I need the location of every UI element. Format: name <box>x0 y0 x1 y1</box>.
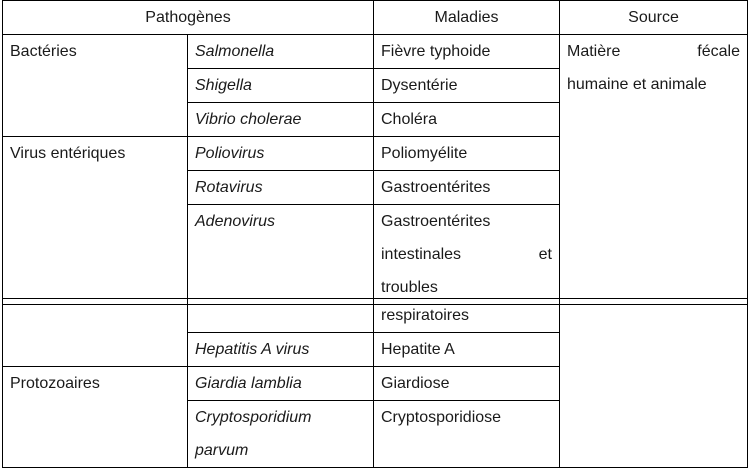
pathogen-cell: Poliovirus <box>188 137 374 171</box>
disease-cell: Choléra <box>374 103 560 137</box>
disease-line-3: troubles <box>381 279 438 296</box>
disease-cell: respiratoires <box>374 299 560 333</box>
pathogen-cell: Salmonella <box>188 35 374 69</box>
header-maladies: Maladies <box>374 1 560 35</box>
pathogen-cell-empty <box>188 299 374 333</box>
disease-cell: Cryptosporidiose <box>374 401 560 468</box>
disease-cell: Poliomyélite <box>374 137 560 171</box>
pathogen-table-part-2 <box>2 298 748 468</box>
source-line-2: humaine et animale <box>567 76 707 93</box>
table-header-row <box>3 1 748 35</box>
header-source: Source <box>560 1 748 35</box>
pathogen-table-part-1 <box>2 0 748 305</box>
pathogen-cell: Giardia lamblia <box>188 367 374 401</box>
source-word-matiere: Matière <box>567 43 621 60</box>
pathogen-line-2: parvum <box>195 442 249 459</box>
source-cell <box>560 35 748 305</box>
disease-word-et: et <box>538 246 552 263</box>
disease-cell: Dysentérie <box>374 69 560 103</box>
disease-cell: Fièvre typhoide <box>374 35 560 69</box>
source-word-fecale: fécale <box>697 43 740 60</box>
disease-cell: Gastroentérites <box>374 171 560 205</box>
header-pathogenes: Pathogènes <box>3 1 374 35</box>
group-bacteries: Bactéries <box>3 35 188 137</box>
disease-cell-multiline <box>374 205 560 305</box>
source-cell-empty <box>560 299 748 468</box>
disease-cell: Hepatite A <box>374 333 560 367</box>
pathogen-line-1: Cryptosporidium <box>195 409 312 426</box>
pathogen-cell: Hepatitis A virus <box>188 333 374 367</box>
disease-line-2 <box>381 238 552 271</box>
table-row <box>3 35 748 69</box>
pathogen-cell: Adenovirus <box>188 205 374 305</box>
pathogen-cell: Vibrio cholerae <box>188 103 374 137</box>
source-line-1 <box>567 35 740 68</box>
pathogen-cell: Rotavirus <box>188 171 374 205</box>
disease-cell: Giardiose <box>374 367 560 401</box>
group-protozoaires: Protozoaires <box>3 367 188 468</box>
pathogen-cell-multiline <box>188 401 374 468</box>
disease-line-1: Gastroentérites <box>381 213 491 230</box>
group-virus: Virus entériques <box>3 137 188 305</box>
pathogen-cell: Shigella <box>188 69 374 103</box>
disease-word-intestinales: intestinales <box>381 246 462 263</box>
table-row <box>3 299 748 333</box>
group-continued-empty <box>3 299 188 367</box>
